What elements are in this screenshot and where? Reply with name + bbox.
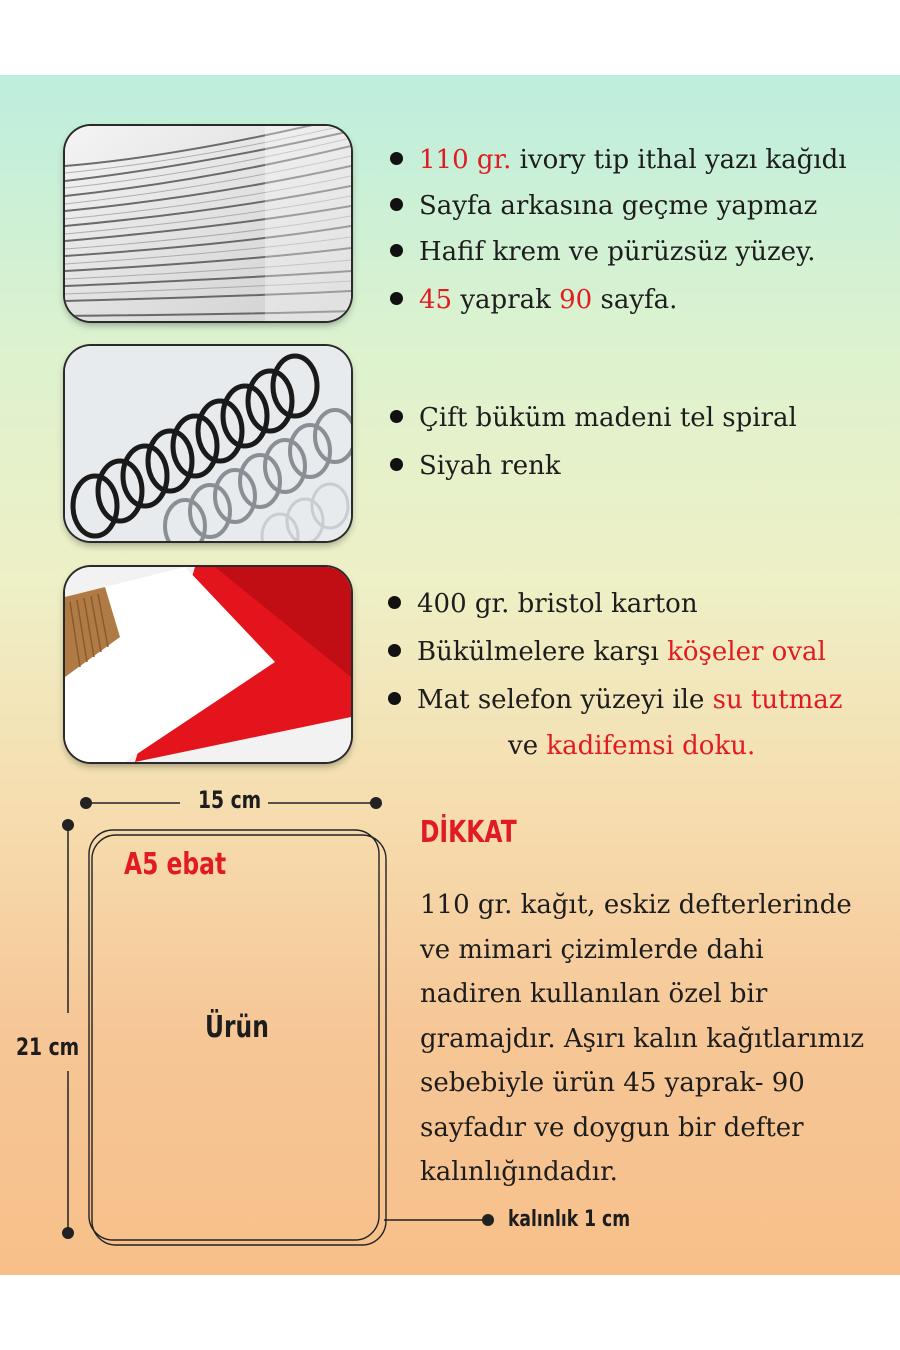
bullet-icon <box>390 292 403 305</box>
height-label: 21 cm <box>16 1033 80 1061</box>
width-label: 15 cm <box>198 786 262 814</box>
feature-surface: Hafif krem ve pürüzsüz yüzey. <box>390 239 816 265</box>
bullet-icon <box>390 198 403 211</box>
bullet-icon <box>390 458 403 471</box>
bullet-icon <box>388 692 401 705</box>
feature-paper-weight: 110 gr. ivory tip ithal yazı kağıdı <box>390 147 847 173</box>
feature-spiral-color: Siyah renk <box>390 453 561 479</box>
product-info-panel <box>0 75 900 1275</box>
bullet-icon <box>390 410 403 423</box>
product-label: Ürün <box>205 1010 269 1045</box>
feature-spiral-type: Çift büküm madeni tel spiral <box>390 405 797 431</box>
feature-lamination-cont: ve kadifemsi doku. <box>508 731 756 761</box>
paper-pages-image <box>65 126 351 321</box>
bullet-icon <box>388 596 401 609</box>
bullet-icon <box>390 152 403 165</box>
bullet-icon <box>388 644 401 657</box>
warning-text: 110 gr. kağıt, eskiz defterlerinde ve mimari çizimlerde dahi nadiren kullanılan özel bir gramajdır. Aşırı kalın kağıtlarımız sebebiyle ürün 45 yaprak- 90 sayfadır ve doygun bir defter kalınlığındadır. <box>420 890 865 1187</box>
feature-page-count: 45 yaprak 90 sayfa. <box>390 287 677 313</box>
feature-lamination: Mat selefon yüzeyi ile su tutmaz <box>388 687 842 713</box>
bristol-cover-image <box>65 567 351 762</box>
feature-no-bleed: Sayfa arkasına geçme yapmaz <box>390 193 817 219</box>
thickness-label: kalınlık 1 cm <box>508 1207 631 1232</box>
size-label: A5 ebat <box>124 847 227 882</box>
bullet-icon <box>390 244 403 257</box>
warning-title: DİKKAT <box>420 815 517 850</box>
feature-cover-material: 400 gr. bristol karton <box>388 591 698 617</box>
feature-oval-corners: Bükülmelere karşı köşeler oval <box>388 639 826 665</box>
wire-spiral-image <box>65 346 351 541</box>
